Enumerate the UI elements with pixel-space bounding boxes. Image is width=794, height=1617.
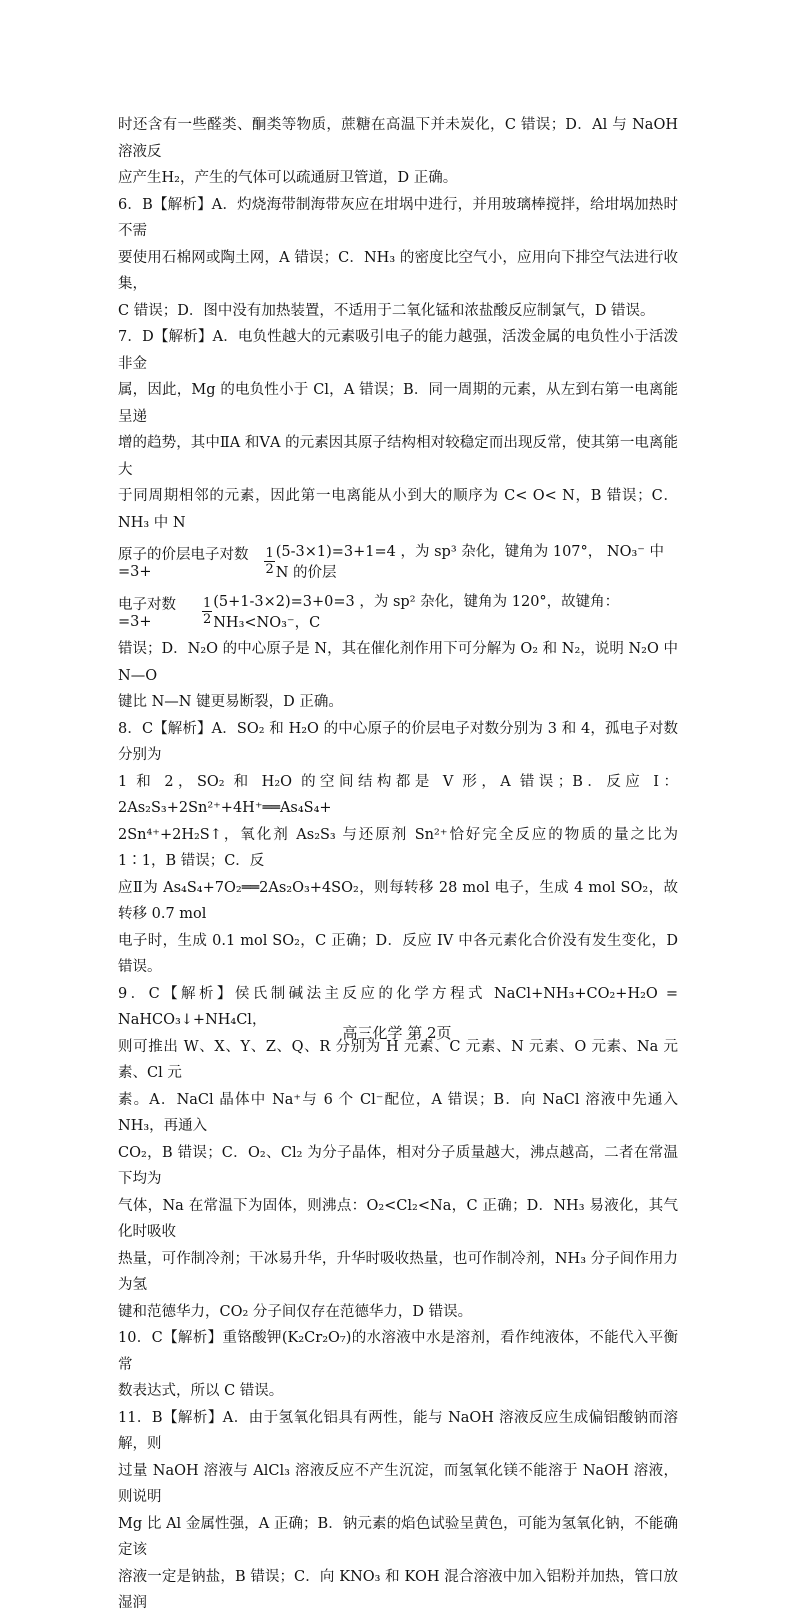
text-line: 9．C【解析】侯氏制碱法主反应的化学方程式 NaCl+NH₃+CO₂+H₂O = NaHCO₃↓+NH₄Cl， <box>118 985 678 1028</box>
text-segment: (5+1-3×2)=3+0=3 ，为 sp² 杂化，键角为 120°，故键角：NH₃<NO₃⁻，C <box>213 594 620 631</box>
text-line: 应Ⅱ为 As₄S₄+7O₂══2As₂O₃+4SO₂，则每转移 28 mol 电子，生成 4 mol SO₂，故转移 0.7 mol <box>118 879 678 922</box>
text-line: 1 和 2，SO₂ 和 H₂O 的空间结构都是 V 形，A 错误；B．反应 I：2As₂S₃+2Sn²⁺+4H⁺══As₄S₄+ <box>118 773 678 816</box>
text-line: 11．B【解析】A．由于氢氧化铝具有两性，能与 NaOH 溶液反应生成偏铝酸钠而溶解，则 <box>118 1409 678 1452</box>
text-line: 6．B【解析】A．灼烧海带制海带灰应在坩埚中进行，并用玻璃棒搅拌，给坩埚加热时不需 <box>118 196 678 239</box>
fraction-denominator: 2 <box>265 561 274 577</box>
text-line: 应产生H₂，产生的气体可以疏通厨卫管道，D 正确。 <box>118 170 458 186</box>
text-line: 气体，Na 在常温下为固体，则沸点：O₂<Cl₂<Na，C 正确；D．NH₃ 易液化，其气化时吸收 <box>118 1197 678 1240</box>
page-footer: 高三化学 第 2页 <box>342 1024 452 1042</box>
text-line: 7．D【解析】A．电负性越大的元素吸引电子的能力越强，活泼金属的电负性小于活泼非金 <box>118 329 678 372</box>
text-line: Mg 比 Al 金属性强，A 正确；B．钠元素的焰色试验呈黄色，可能为氢氧化钠，不能确定该 <box>118 1515 678 1558</box>
fraction-denominator: 2 <box>202 611 212 627</box>
text-line: 电子时，生成 0.1 mol SO₂，C 正确；D．反应 IV 中各元素化合价没有发生变化，D 错误。 <box>118 932 678 975</box>
text-line: 属，因此，Mg 的电负性小于 Cl，A 错误；B．同一周期的元素，从左到右第一电离能呈递 <box>118 382 678 425</box>
text-line: 键和范德华力，CO₂ 分子间仅存在范德华力，D 错误。 <box>118 1303 473 1320</box>
text-line: CO₂，B 错误；C．O₂、Cl₂ 为分子晶体，相对分子质量越大，沸点越高，二者在常温下均为 <box>118 1144 678 1187</box>
text-line: C 错误；D．图中没有加热装置，不适用于二氧化锰和浓盐酸反应制氯气，D 错误。 <box>118 302 655 319</box>
text-line: 于同周期相邻的元素，因此第一电离能从小到大的顺序为 C< O< N，B 错误；C．NH₃ 中 N <box>118 488 678 531</box>
text-line: 素。A．NaCl 晶体中 Na⁺与 6 个 Cl⁻配位，A 错误；B．向 NaCl 溶液中先通入 NH₃，再通入 <box>118 1091 678 1134</box>
formula-line-valence-no3 <box>118 586 678 636</box>
answer-text <box>118 112 678 1617</box>
text-line: 错误；D．N₂O 的中心原子是 N，其在催化剂作用下可分解为 O₂ 和 N₂，说明 N₂O 中 N—O <box>118 641 678 684</box>
text-line: 键比 N—N 键更易断裂，D 正确。 <box>118 694 343 710</box>
text-line: 溶液一定是钠盐，B 错误；C．向 KNO₃ 和 KOH 混合溶液中加入铝粉并加热，管口放湿润 <box>118 1568 678 1611</box>
text-line: 热量，可作制冷剂；干冰易升华，升华时吸收热量，也可作制冷剂，NH₃ 分子间作用力为氢 <box>118 1250 678 1293</box>
fraction-numerator: 1 <box>202 595 212 611</box>
fraction-one-half <box>202 596 212 627</box>
text-line: 要使用石棉网或陶土网，A 错误；C．NH₃ 的密度比空气小，应用向下排空气法进行收集， <box>118 249 678 292</box>
text-segment: 电子对数=3+ <box>118 596 176 630</box>
fraction-one-half <box>264 546 274 577</box>
text-line: 过量 NaOH 溶液与 AlCl₃ 溶液反应不产生沉淀，而氢氧化镁不能溶于 NaOH 溶液，则说明 <box>118 1462 678 1505</box>
text-segment: 原子的价层电子对数=3+ <box>118 546 249 580</box>
formula-line-valence-n <box>118 536 678 586</box>
text-line: 增的趋势，其中ⅡA 和ⅤA 的元素因其原子结构相对较稳定而出现反常，使其第一电离能大 <box>118 435 678 478</box>
text-line: 8．C【解析】A．SO₂ 和 H₂O 的中心原子的价层电子对数分别为 3 和 4，孤电子对数分别为 <box>118 720 678 763</box>
text-segment: (5-3×1)=3+1=4 ，为 sp³ 杂化，键角为 107°， NO₃⁻ 中 N 的价层 <box>275 544 665 581</box>
text-line: 则可推出 W、X、Y、Z、Q、R 分别为 H 元素、C 元素、N 元素、O 元素、Na 元素、Cl 元 <box>118 1038 678 1081</box>
text-line: 2Sn⁴⁺+2H₂S↑，氧化剂 As₂S₃ 与还原剂 Sn²⁺恰好完全反应的物质的量之比为 1∶1，B 错误；C．反 <box>118 826 678 869</box>
text-line: 10．C【解析】重铬酸钾(K₂Cr₂O₇)的水溶液中水是溶剂，看作纯液体，不能代入平衡常 <box>118 1330 678 1373</box>
fraction-numerator: 1 <box>265 545 274 561</box>
text-line: 时还含有一些醛类、酮类等物质，蔗糖在高温下并未炭化，C 错误；D．Al 与 NaOH 溶液反 <box>118 117 678 160</box>
text-line: 数表达式，所以 C 错误。 <box>118 1383 284 1399</box>
